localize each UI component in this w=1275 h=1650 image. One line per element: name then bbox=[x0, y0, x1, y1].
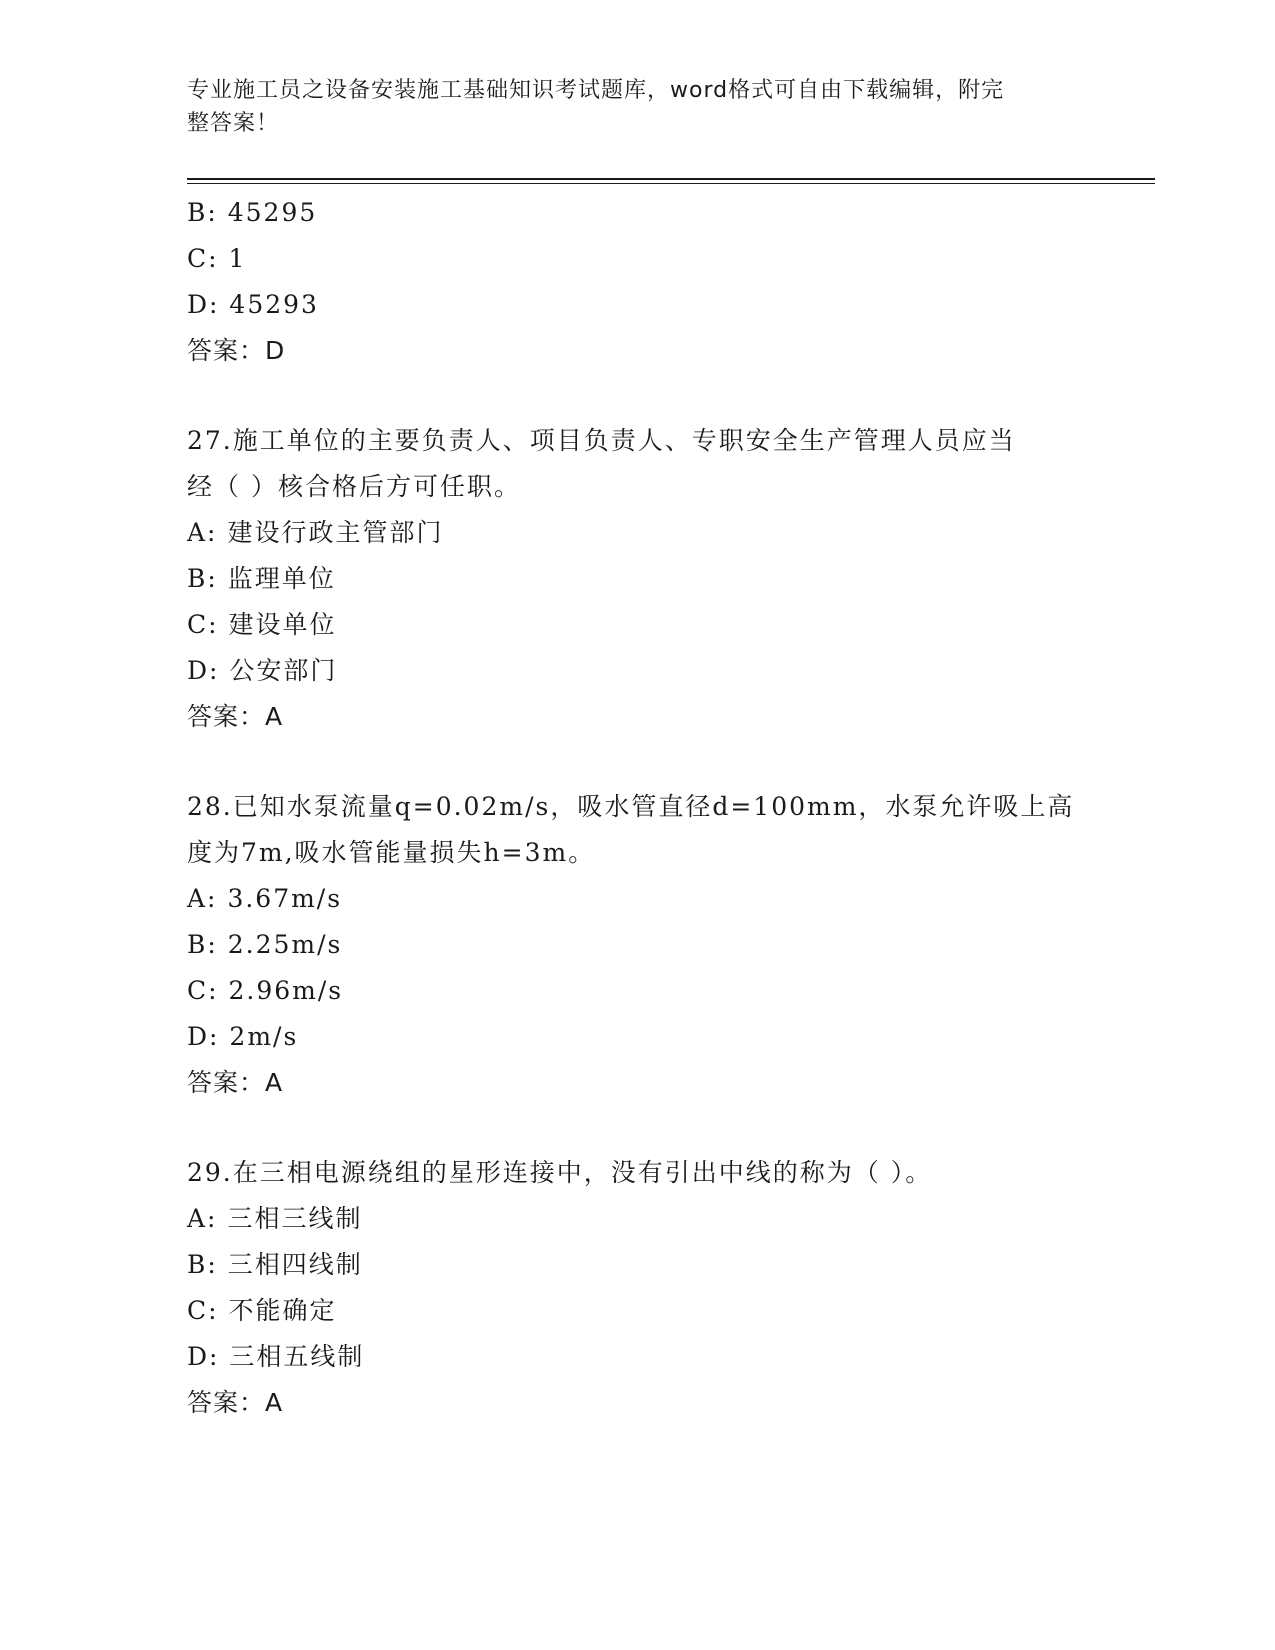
question-text-line-1: 28.已知水泵流量q=0.02m/s，吸水管直径d=100mm，水泵允许吸上高 bbox=[187, 792, 1075, 821]
header-divider-thick bbox=[187, 178, 1155, 180]
option-text: 2m/s bbox=[229, 1022, 299, 1051]
option-a bbox=[187, 510, 1087, 556]
option-text: 45293 bbox=[229, 290, 319, 319]
option-label: B: bbox=[187, 930, 218, 959]
header-line-1: 专业施工员之设备安装施工基础知识考试题库，word格式可自由下载编辑，附完 bbox=[187, 78, 1005, 103]
option-text: 三相三线制 bbox=[227, 1204, 363, 1233]
option-text: 2.25m/s bbox=[227, 930, 343, 959]
answer-line: 答案：D bbox=[187, 336, 286, 365]
answer-line: 答案：A bbox=[187, 1388, 284, 1417]
option-text: 建设单位 bbox=[228, 610, 337, 639]
option-d bbox=[187, 648, 1087, 694]
option-text: 三相五线制 bbox=[229, 1342, 365, 1371]
option-label: C: bbox=[187, 244, 219, 273]
question-text-line-2: 经（ ）核合格后方可任职。 bbox=[187, 472, 521, 501]
option-c bbox=[187, 236, 1087, 282]
question-block-29 bbox=[187, 1150, 1087, 1426]
option-c bbox=[187, 602, 1087, 648]
option-text: 3.67m/s bbox=[227, 884, 343, 913]
option-d bbox=[187, 282, 1087, 328]
option-label: A: bbox=[187, 1204, 218, 1233]
question-spacer bbox=[187, 740, 1087, 784]
option-text: 建设行政主管部门 bbox=[227, 518, 444, 547]
question-block-26 bbox=[187, 190, 1087, 374]
option-b bbox=[187, 190, 1087, 236]
question-list bbox=[187, 190, 1087, 1426]
option-label: C: bbox=[187, 976, 219, 1005]
option-label: D: bbox=[187, 656, 220, 685]
option-a bbox=[187, 1196, 1087, 1242]
question-text-line-2: 度为7m,吸水管能量损失h=3m。 bbox=[187, 838, 596, 867]
option-text: 三相四线制 bbox=[227, 1250, 363, 1279]
header-divider-thin bbox=[187, 183, 1155, 184]
option-c bbox=[187, 968, 1087, 1014]
option-text: 1 bbox=[228, 244, 247, 273]
question-spacer bbox=[187, 374, 1087, 418]
option-label: A: bbox=[187, 518, 218, 547]
option-d bbox=[187, 1014, 1087, 1060]
option-text: 2.96m/s bbox=[228, 976, 344, 1005]
answer-line: 答案：A bbox=[187, 1068, 284, 1097]
question-block-27 bbox=[187, 418, 1087, 740]
question-text-line-1: 29.在三相电源绕组的星形连接中，没有引出中线的称为（ ）。 bbox=[187, 1158, 933, 1187]
question-spacer bbox=[187, 1106, 1087, 1150]
answer-line: 答案：A bbox=[187, 702, 284, 731]
option-label: C: bbox=[187, 610, 219, 639]
question-block-28 bbox=[187, 784, 1087, 1106]
option-c bbox=[187, 1288, 1087, 1334]
option-b bbox=[187, 1242, 1087, 1288]
option-text: 公安部门 bbox=[229, 656, 338, 685]
option-text: 监理单位 bbox=[227, 564, 336, 593]
option-label: B: bbox=[187, 564, 218, 593]
option-text: 不能确定 bbox=[228, 1296, 337, 1325]
option-d bbox=[187, 1334, 1087, 1380]
option-label: D: bbox=[187, 1342, 220, 1371]
option-label: A: bbox=[187, 884, 218, 913]
option-label: D: bbox=[187, 290, 220, 319]
option-label: C: bbox=[187, 1296, 219, 1325]
question-text-line-1: 27.施工单位的主要负责人、项目负责人、专职安全生产管理人员应当 bbox=[187, 426, 1016, 455]
option-text: 45295 bbox=[227, 198, 318, 227]
page-header bbox=[187, 74, 1067, 140]
header-line-2: 整答案！ bbox=[187, 111, 280, 136]
option-label: B: bbox=[187, 198, 218, 227]
option-label: D: bbox=[187, 1022, 220, 1051]
option-label: B: bbox=[187, 1250, 218, 1279]
option-b bbox=[187, 556, 1087, 602]
option-b bbox=[187, 922, 1087, 968]
option-a bbox=[187, 876, 1087, 922]
